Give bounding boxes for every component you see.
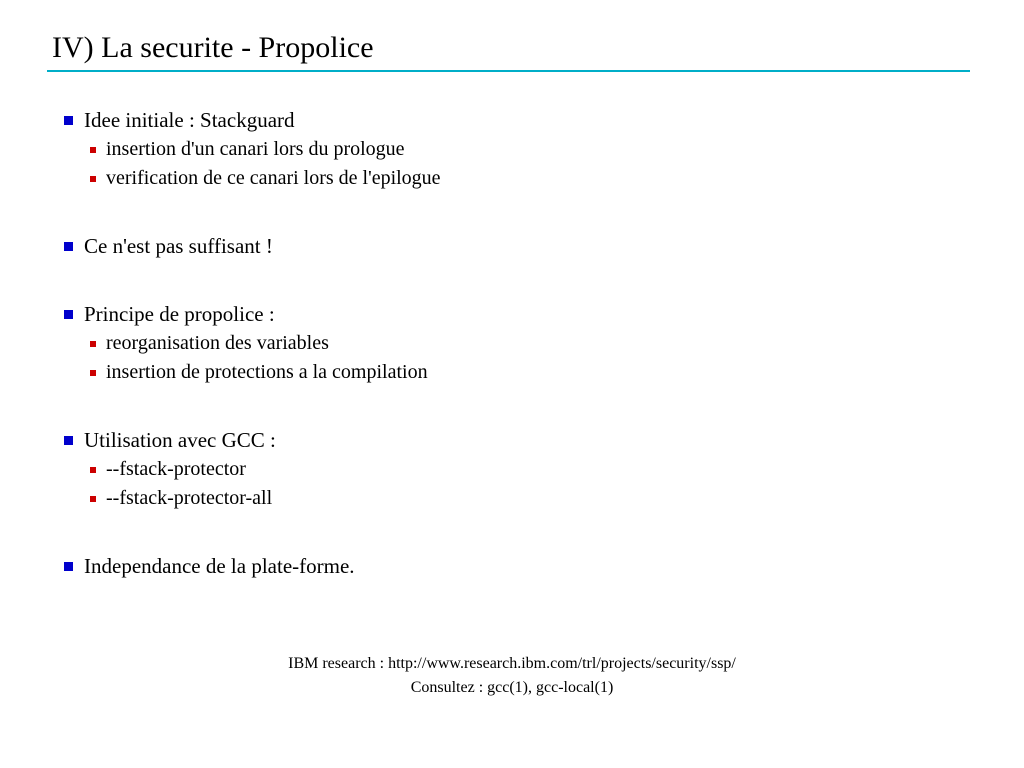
list-item xyxy=(0,552,1024,581)
blue-square-bullet-icon xyxy=(64,242,73,251)
red-square-bullet-icon xyxy=(90,176,96,182)
bullet-list xyxy=(0,106,1024,581)
slide-title: IV) La securite - Propolice xyxy=(52,31,374,64)
red-square-bullet-icon xyxy=(90,467,96,473)
blue-square-bullet-icon xyxy=(64,310,73,319)
list-subitem xyxy=(0,329,1024,358)
list-subitem xyxy=(0,135,1024,164)
list-subitem-label: --fstack-protector xyxy=(106,458,246,480)
list-subitem xyxy=(0,358,1024,387)
footer xyxy=(0,652,1024,700)
list-item xyxy=(0,426,1024,455)
list-item xyxy=(0,232,1024,261)
list-subitem-label: reorganisation des variables xyxy=(106,332,329,354)
blue-square-bullet-icon xyxy=(64,436,73,445)
red-square-bullet-icon xyxy=(90,341,96,347)
title-underline-rule xyxy=(47,70,970,72)
list-subitem xyxy=(0,484,1024,513)
footer-reference-url: IBM research : http://www.research.ibm.com/trl/projects/security/ssp/ xyxy=(288,655,736,672)
list-subitem xyxy=(0,164,1024,193)
list-subitem-label: insertion d'un canari lors du prologue xyxy=(106,138,405,160)
blue-square-bullet-icon xyxy=(64,116,73,125)
list-item-label: Ce n'est pas suffisant ! xyxy=(84,234,273,258)
bullet-group-stackguard xyxy=(0,106,1024,193)
red-square-bullet-icon xyxy=(90,496,96,502)
list-subitem-label: verification de ce canari lors de l'epilogue xyxy=(106,167,441,189)
bullet-group-principle xyxy=(0,300,1024,387)
bullet-group-not-sufficient xyxy=(0,232,1024,261)
list-item xyxy=(0,300,1024,329)
footer-man-pages: Consultez : gcc(1), gcc-local(1) xyxy=(410,679,614,696)
list-subitem-label: insertion de protections a la compilation xyxy=(106,361,428,383)
list-subitem xyxy=(0,455,1024,484)
blue-square-bullet-icon xyxy=(64,562,73,571)
bullet-group-gcc-usage xyxy=(0,426,1024,513)
list-subitem-label: --fstack-protector-all xyxy=(106,487,273,509)
list-item-label: Independance de la plate-forme. xyxy=(84,554,355,578)
list-item-label: Idee initiale : Stackguard xyxy=(84,108,295,132)
list-item xyxy=(0,106,1024,135)
list-item-label: Utilisation avec GCC : xyxy=(84,428,276,452)
red-square-bullet-icon xyxy=(90,147,96,153)
list-item-label: Principe de propolice : xyxy=(84,302,275,326)
bullet-group-independence xyxy=(0,552,1024,581)
red-square-bullet-icon xyxy=(90,370,96,376)
